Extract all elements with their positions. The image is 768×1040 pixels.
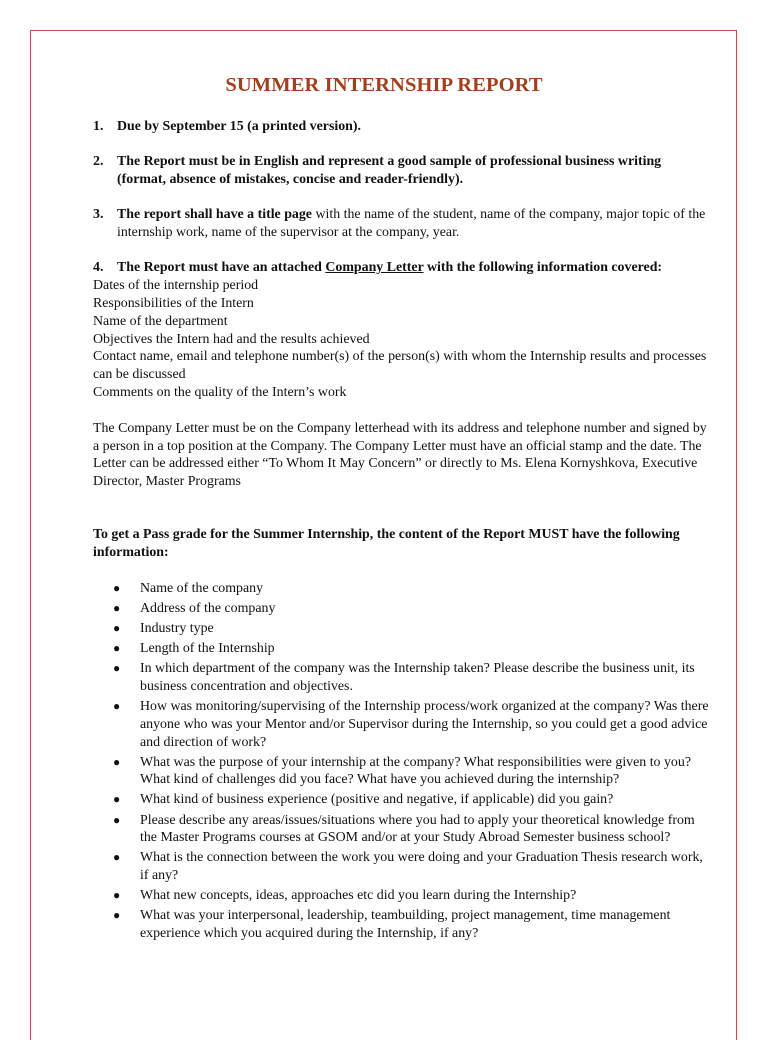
requirement-number: 4. [93,260,104,276]
list-item: ● Name of the company [113,580,264,596]
requirement-normal-text: with the name of the student, name of the company, major topic of the internship work, name of the supervisor at the company, year. [117,207,706,241]
list-item: ● In which department of the company was the Internship taken? Please describe the business unit, its business concentration and objectives. [113,661,695,694]
document-body [93,118,713,945]
pass-grade-intro: To get a Pass grade for the Summer Internship, the content of the Report MUST have the following information: [93,527,680,560]
requirement-text-after: with the following information covered: [423,260,663,276]
company-letter-paragraph: The Company Letter must be on the Company letterhead with its address and telephone number and signed by a person in a top position at the Company. The Company Letter must have an official stamp and the date. The Letter can be addressed either “To Whom It May Concern” or directly to Ms. Elena Kornyshkova, Executive Director, Master Programs [93,420,707,490]
list-item: ● Address of the company [113,600,276,616]
bullet-icon: ● [113,600,121,615]
bullet-icon: ● [113,661,121,676]
bullet-icon: ● [113,580,121,595]
requirement-number: 3. [93,207,104,223]
bullet-icon: ● [113,888,121,903]
list-item: ● What was the purpose of your internship at the company? What responsibilities were given to you? What kind of challenges did you face? What have you achieved during the internship? [113,754,691,788]
report-content-bullets [93,580,713,943]
requirement-4 [93,259,713,277]
list-item: ● What is the connection between the work you were doing and your Graduation Thesis research work, if any? [113,850,703,884]
info-line: Contact name, email and telephone number(s) of the person(s) with whom the Internship results and processes can be discussed [93,349,707,383]
bullet-icon: ● [113,640,121,655]
info-line: Comments on the quality of the Intern’s work [93,385,347,401]
bullet-icon: ● [113,850,121,865]
list-item: ● Please describe any areas/issues/situations where you had to apply your theoretical knowledge from the Master Programs courses at GSOM and/or at your Study Abroad Semester business school? [113,812,695,846]
document-title: SUMMER INTERNSHIP REPORT [225,74,543,96]
bullet-icon: ● [113,792,121,807]
list-item: ● What new concepts, ideas, approaches etc did you learn during the Internship? [113,888,577,904]
list-item: ● What was your interpersonal, leadership, teambuilding, project management, time management experience which you acquired during the Internship, if any? [113,908,671,942]
info-line: Responsibilities of the Intern [93,296,254,312]
bullet-icon: ● [113,908,121,923]
list-item: ● Length of the Internship [113,640,275,656]
requirement-bold-text: The report shall have a title page [117,207,312,223]
bullet-icon: ● [113,698,121,713]
info-line: Objectives the Intern had and the results achieved [93,331,370,347]
requirement-text: The Report must be in English and represent a good sample of professional business writing (format, absence of mistakes, concise and reader-friendly). [117,154,662,188]
company-letter-term: Company Letter [325,260,424,276]
info-line: Dates of the internship period [93,278,259,294]
requirement-3 [93,206,713,242]
requirement-number: 1. [93,119,104,134]
info-line: Name of the department [93,313,228,329]
list-item: ● Industry type [113,620,214,636]
requirement-text: Due by September 15 (a printed version). [117,119,361,134]
requirement-1 [93,118,713,136]
list-item: ● What kind of business experience (positive and negative, if applicable) did you gain? [113,792,614,808]
bullet-icon: ● [113,812,121,827]
bullet-icon: ● [113,620,121,635]
list-item: ● How was monitoring/supervising of the Internship process/work organized at the company? Was there anyone who was your Mentor and/or Supervisor during the Internship, so you could get a good advice and direction of work? [113,698,709,750]
requirement-2 [93,153,713,189]
requirement-number: 2. [93,154,104,170]
bullet-icon: ● [113,754,121,769]
requirement-text-before: The Report must have an attached [117,260,326,276]
company-letter-info-list [93,277,713,402]
